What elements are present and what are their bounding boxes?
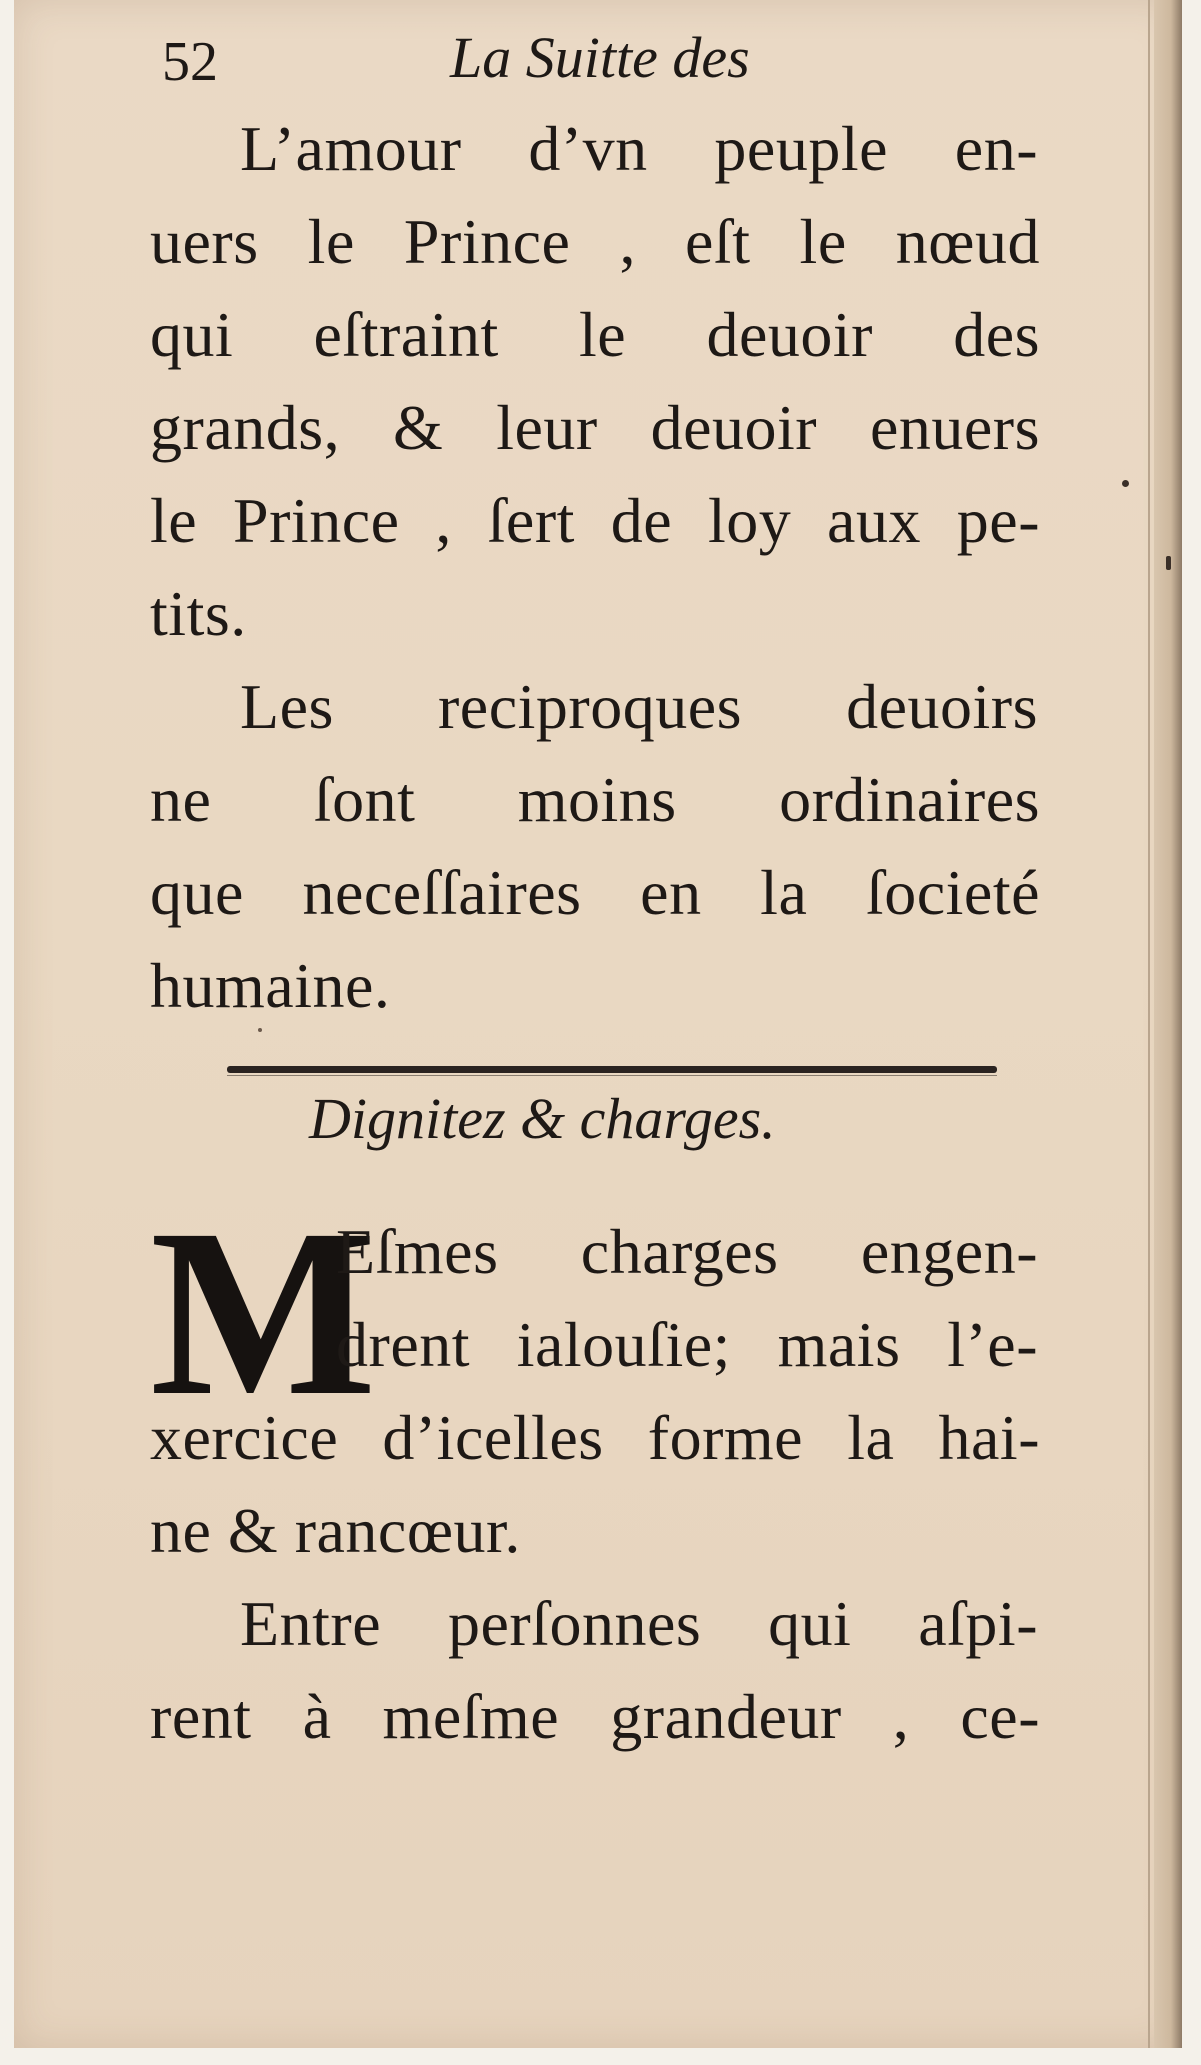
paragraph-3-line-4: ne & rancœur.: [150, 1495, 521, 1566]
paragraph-1-line-5: le Prince , ſert de loy aux pe-: [150, 485, 1040, 556]
paragraph-4-line-2: rent à meſme grandeur , ce-: [150, 1681, 1040, 1752]
paragraph-2-line-4: humaine.: [150, 950, 391, 1021]
paragraph-2-line-3: que neceſſaires en la ſocieté: [150, 857, 1040, 928]
ink-speck: [1122, 480, 1129, 487]
drop-cap-letter: M: [150, 1179, 377, 1445]
section-divider: [227, 1066, 997, 1073]
paragraph-1-line-3: qui eſtraint le deuoir des: [150, 299, 1040, 370]
section-heading: Dignitez & charges.: [309, 1086, 776, 1151]
page-number: 52: [162, 31, 218, 93]
ink-speck: [1166, 556, 1171, 570]
page-gutter: [1154, 0, 1182, 2048]
page-fold-line: [1148, 0, 1150, 2048]
paragraph-2-line-1: Les reciproques deuoirs: [240, 671, 1038, 742]
paragraph-2-line-2: ne ſont moins ordinaires: [150, 764, 1040, 835]
paragraph-3-line-2: drent ialouſie; mais l’e-: [336, 1309, 1038, 1380]
paragraph-1-line-4: grands, & leur deuoir enuers: [150, 392, 1040, 463]
paragraph-1-line-1: L’amour d’vn peuple en-: [240, 113, 1038, 184]
paragraph-4-line-1: Entre perſonnes qui aſpi-: [240, 1588, 1038, 1659]
ink-speck: [258, 1028, 262, 1032]
paragraph-3-line-1: Eſmes charges engen-: [336, 1216, 1038, 1287]
paper-sheet: [14, 0, 1182, 2048]
running-title: La Suitte des: [450, 25, 750, 90]
section-divider-hairline: [227, 1075, 997, 1076]
paragraph-1-line-2: uers le Prince , eſt le nœud: [150, 206, 1040, 277]
paragraph-3-line-3: xercice d’icelles forme la hai-: [150, 1402, 1040, 1473]
paragraph-1-line-6: tits.: [150, 578, 247, 649]
